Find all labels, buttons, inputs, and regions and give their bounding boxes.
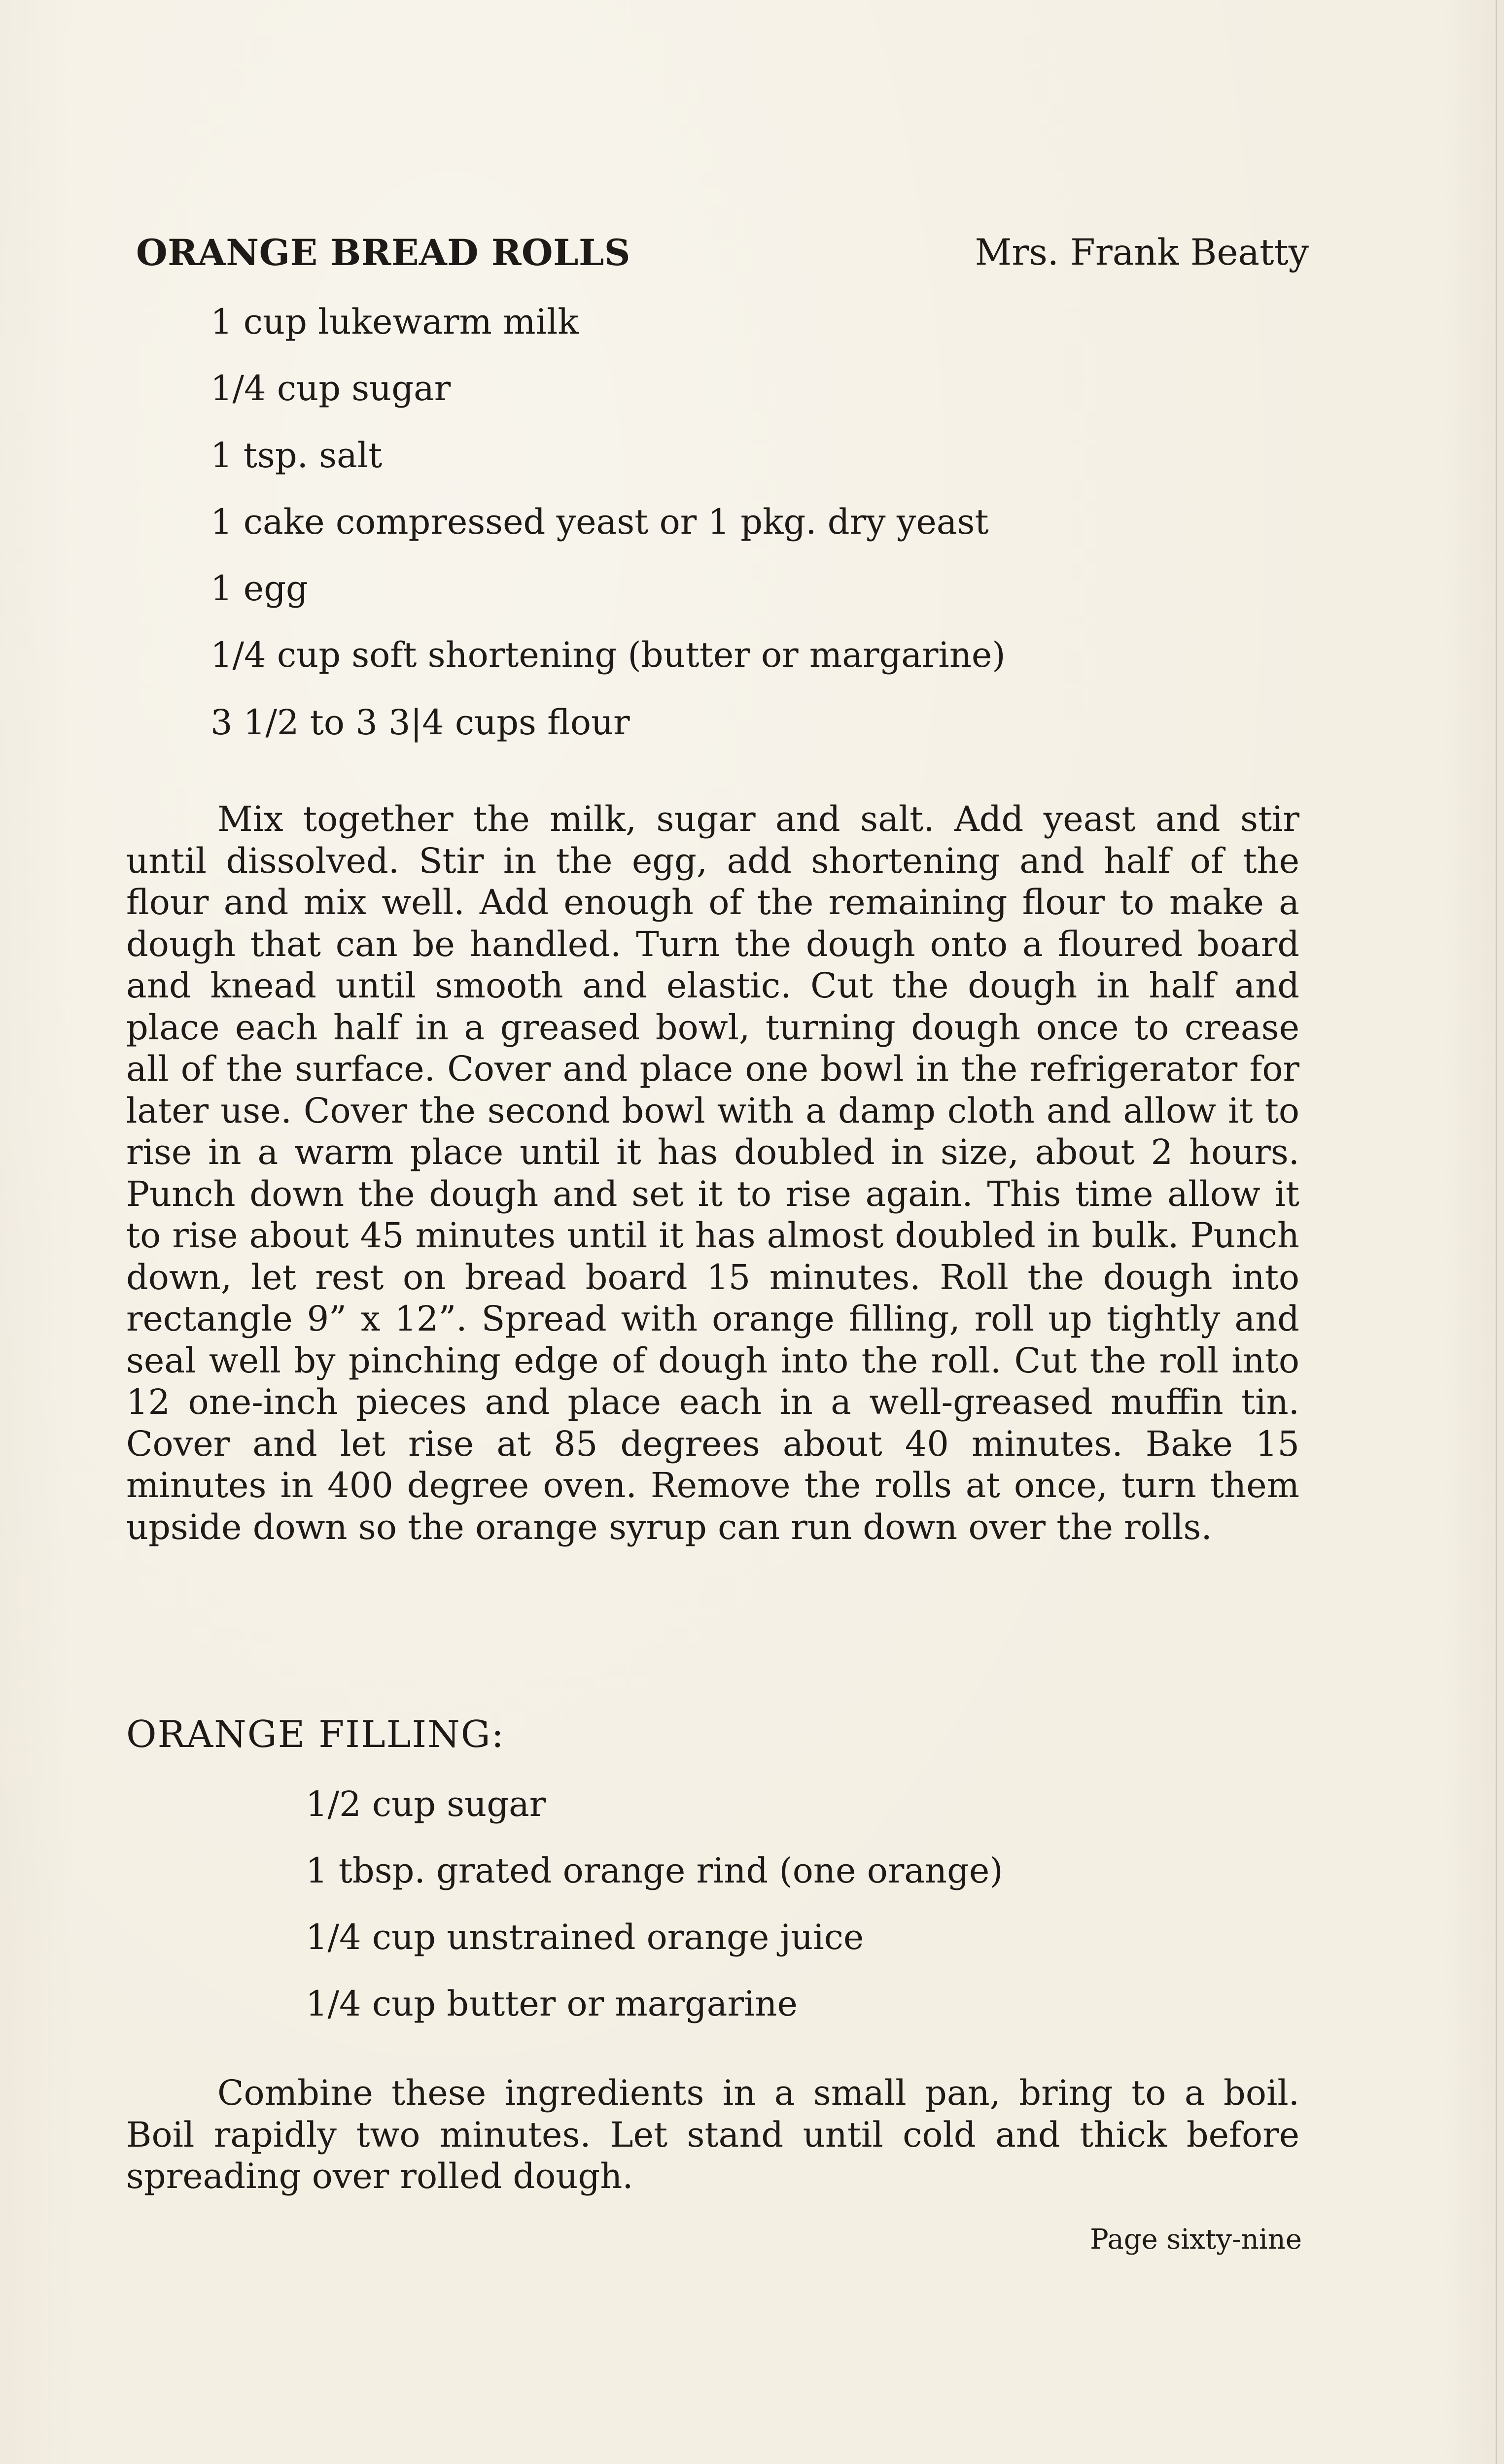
ingredient-item: 1 cup lukewarm milk xyxy=(210,302,579,342)
filling-ingredient: 1 tbsp. grated orange rind (one orange) xyxy=(306,1850,1003,1891)
ingredient-item: 1/4 cup soft shortening (butter or margarine) xyxy=(210,635,1006,675)
filling-ingredient: 1/2 cup sugar xyxy=(306,1784,546,1824)
ingredient-item: 1 cake compressed yeast or 1 pkg. dry yeast xyxy=(210,502,989,542)
ingredient-item: 1 tsp. salt xyxy=(210,435,383,476)
ingredient-item: 1 egg xyxy=(210,568,308,609)
ingredient-item: 1/4 cup sugar xyxy=(210,368,451,409)
filling-directions: Combine these ingredients in a small pan, bring to a boil. Boil rapidly two minutes. Let stand until cold and thick before spreading over rolled dough. xyxy=(126,2073,1299,2196)
page-right-edge xyxy=(1496,0,1497,2464)
filling-ingredient: 1/4 cup butter or margarine xyxy=(306,1984,798,2024)
filling-ingredient: 1/4 cup unstrained orange juice xyxy=(306,1917,864,1957)
recipe-title: ORANGE BREAD ROLLS xyxy=(136,232,631,274)
page-number: Page sixty-nine xyxy=(1090,2224,1302,2256)
filling-heading: ORANGE FILLING: xyxy=(126,1712,505,1756)
recipe-directions: Mix together the milk, sugar and salt. Add yeast and stir until dissolved. Stir in the egg, add shortening and half of the flour and mix well. Add enough of the remaining flour to make a dough that can be handled. Turn the dough onto a floured board and knead until smooth and elastic. Cut the dough in half and place each half in a greased bowl, turning dough once to crease all of the surface. Cover and place one bowl in the refrigerator for later use. Cover the second bowl with a damp cloth and allow it to rise in a warm place until it has doubled in size, about 2 hours. Punch down the dough and set it to rise again. This time allow it to rise about 45 minutes until it has almost doubled in bulk. Punch down, let rest on bread board 15 minutes. Roll the dough into rectangle 9” x 12”. Spread with orange filling, roll up tightly and seal well by pinching edge of dough into the roll. Cut the roll into 12 one-inch pieces and place each in a well-greased muffin tin. Cover and let rise at 85 degrees about 40 minutes. Bake 15 minutes in 400 degree oven. Remove the rolls at once, turn them upside down so the orange syrup can run down over the rolls. xyxy=(126,799,1299,1547)
recipe-author: Mrs. Frank Beatty xyxy=(975,232,1309,274)
ingredient-item: 3 1/2 to 3 3|4 cups flour xyxy=(210,702,630,743)
